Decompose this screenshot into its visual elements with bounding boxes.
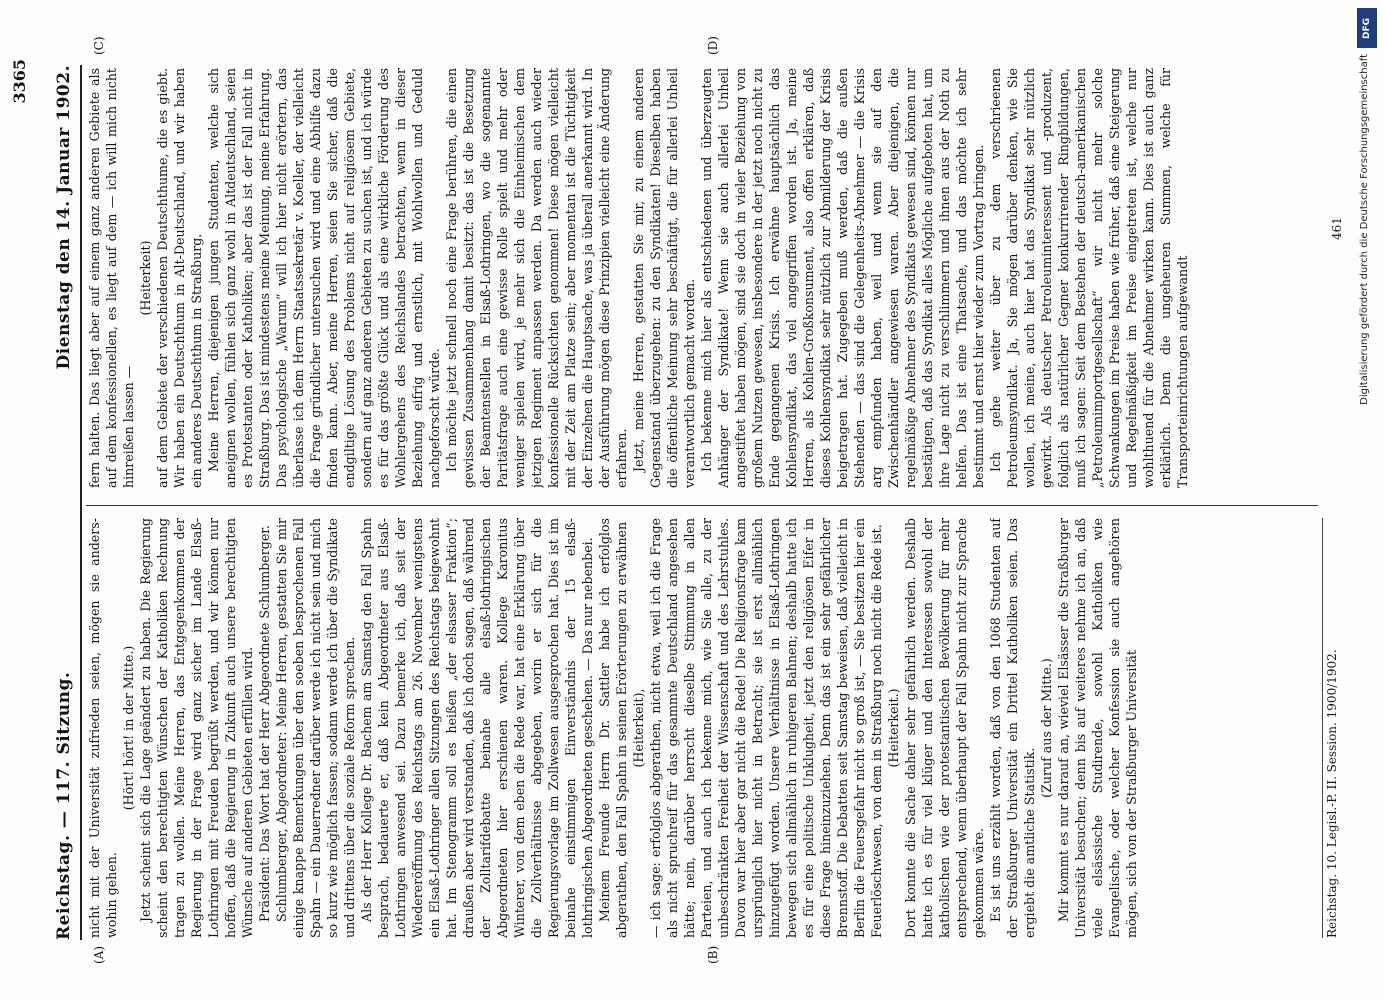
paragraph: Ich gehe weiter über zu dem verschrieenen Petroleumsyndikat. Ja, Sie mögen darüber denken, wie Sie wollen, ich meine, auch hier hat das Syndikat sehr nützlich gewirkt. Als deutscher Petroleuminteressent und -produzent, folglich als natürlicher Gegner konkurrirender Ringbildungen, muß ich sagen: Seit dem Bestehen der deutsch-amerikanischen „Petroleumimportgesellschaft“ wir nicht mehr solche Schwankungen im Preise haben wie früher, daß eine Steigerung und Regelmäßigkeit im Preise eingetreten ist, welche nur wohlthuend für die Abnehmer wirken kann. Dies ist auch ganz erklärlich. Denn die ungeheuren Summen, welche für Transporteinrichtungen aufgewandt <box>988 68 1190 488</box>
interjection: (Zuruf aus der Mitte.) <box>1039 658 1054 798</box>
paragraph: Jetzt, meine Herren, gestatten Sie mir, zu einem anderen Gegenstand überzugehen: zu den Syndikaten! Dieselben haben die öffentliche Meinung sehr beschäftigt, die für allerlei Unheil verantwortlich gemacht worden. <box>631 68 697 488</box>
interjection: (Heiterkeit) <box>138 240 153 316</box>
margin-marker-c: (C) <box>92 36 106 55</box>
left-column <box>86 518 1326 938</box>
header-date: Dienstag den 14. Januar 1902. <box>54 65 74 370</box>
paragraph: Ich möchte jetzt schnell noch eine Frage berühren, die einen gewissen Zusammenhang damit besitzt: das ist die Besetzung der Beamtenstellen in Elsaß-Lothringen, wo die sogenannte Paritätsfrage auch eine gewisse Rolle spielt und mehr oder weniger spielen wird, je mehr sich die Einheimischen dem jetzigen Regiment anpassen werden. Da werden auch wieder konfessionelle Rücksichten genommen! Diese mögen vielleicht mit der Zeit am Platze sein; aber momentan ist die Tüchtigkeit der Einzelnen die Hauptsache, was ja überall anerkannt wird. In der Ausführung mögen diese Prinzipien vielleicht eine Änderung erfahren. <box>444 68 629 488</box>
paragraph: Präsident: Das Wort hat der Herr Abgeordnete Schlumberger. <box>257 525 272 922</box>
column-divider <box>86 505 1318 506</box>
right-column <box>86 68 1326 488</box>
paragraph: Jetzt scheint sich die Lage geändert zu haben. Die Regierung scheint den berechtigten Wünschen der Katholiken Rechnung tragen zu wollen. Meine Herren, das Entgegenkommen der Regierung in der Frage wird ganz sicher im Lande Elsaß-Lothringen mit Freuden begrüßt werden, und wir können nur hoffen, daß die Regierung in Zukunft auch unsere berechtigten Wünsche auf anderen Gebieten erfüllen wird. <box>138 518 255 938</box>
digitization-sidebar <box>1357 8 1377 992</box>
margin-marker-a: (A) <box>92 945 106 964</box>
interjection: (Heiterkeit), <box>631 688 646 768</box>
paragraph: fern halten. Das liegt aber auf einem ganz anderen Gebiete als auf dem konfessionellen, es liegt auf dem — ich will mich nicht hinreißen lassen — <box>87 68 136 488</box>
paragraph: Meine Herren, diejenigen jungen Studenten, welche sich aneignen wollen, fühlen sich ganz wohl in Altdeutschland, seien es Protestanten oder Katholiken; aber das ist der Fall nicht in Straßburg. Das ist mindestens meine Meinung, meine Erfahrung. Das psychologische „Warum“ will ich hier nicht erörtern, das überlasse ich dem Herrn Staatssekretär v. Koeller, der vielleicht die Frage gründlicher untersuchen wird und eine Abhilfe dazu finden kann. Aber, meine Herren, seien Sie sicher, daß die endgiltige Lösung des Problems nicht auf religiösem Gebiete, sondern auf ganz anderen Gebieten zu suchen ist, und ich würde es für das größte Glück und als eine wirkliche Förderung des Wohlergehens des Reichslandes betrachten, wenn in dieser Beziehung eifrig und ernstlich, mit Wohlwollen und Geduld nachgeforscht würde. <box>206 68 442 488</box>
paragraph: Schlumberger, Abgeordneter: Meine Herren, gestatten Sie mir einige knappe Bemerkungen über den soeben besprochenen Fall Spahn — ein Dauerredner darüber werde ich nicht sein und mich so kurz wie möglich fassen; sodann werde ich über die Syndikate und drittens über die soziale Reform sprechen. <box>274 518 357 938</box>
funding-credit: Digitalisierung gefördert durch die Deutsche Forschungsgemeinschaft <box>1359 54 1370 405</box>
paragraph: Meinem Freunde Herrn Dr. Sattler habe ich erfolglos abgerathen, den Fall Spahn in seinen Erörterungen zu erwähnen <box>597 518 629 938</box>
paragraph: Mir kommt es nur darauf an, wieviel Elsässer die Straßburger Universität besuchen; denn bis auf weiteres nehme ich an, daß viele elsässische Studirende, sowohl Katholiken wie Evangelische, oder welcher Konfession sie auch angehören mögen, sich von der Straßburger Universität <box>1056 518 1139 938</box>
margin-marker-b: (B) <box>706 945 720 964</box>
paragraph: Als der Herr Kollege Dr. Bachem am Samstag den Fall Spahn besprach, bedauerte er, daß kein Abgeordneter aus Elsaß-Lothringen anwesend sei. Dazu bemerke ich, daß seit der Wiedereröffnung des Reichstags am 26. November wenigstens ein Elsaß-Lothringer allen Sitzungen des Reichstags beigewohnt hat. Im Stenogramm soll es heißen „der elsasser Fraktion“; draußen aber wird verstanden, daß ich doch sagen, daß während der Zolltarifdebatte beinahe alle elsaß-lothringischen Abgeordneten hier erschienen waren. Kollege Karonitus Winterer, von dem eben die Rede war, hat eine Erklärung über die Zollverhältnisse abgegeben, worin er sich für die Regierungsvorlage im Zollwesen ausgesprochen hat. Dies ist im beinahe einstimmigen Einverständnis der 15 elsaß-lothringischen Abgeordneten geschehen. — Das nur nebenbei. <box>359 518 595 938</box>
margin-marker-d: (D) <box>706 36 720 55</box>
page-number: 3365 <box>10 59 29 104</box>
header-left-title: Reichstag. — 117. Sitzung. <box>54 671 74 940</box>
paragraph: nicht mit der Universität zufrieden seien, mögen sie anders-wohin gehen. <box>87 518 119 938</box>
paragraph: auf dem Gebiete der verschiedenen Deutschthume, die es giebt. Wir haben ein Deutschthum in Alt-Deutschland, und wir haben ein anderes Deutschthum in Straßburg. <box>155 68 204 488</box>
paragraph: Dort konnte die Sache daher sehr gefährlich werden. Deshalb hatte ich es für viel klüger und den Interessen sowohl der katholischen wie der protestantischen Bevölkerung für mehr entsprechend, wenn überhaupt der Fall Spahn nicht zur Sprache gekommen wäre. <box>903 518 986 938</box>
sheet-number: 461 <box>1330 217 1344 240</box>
paragraph: — ich sage: erfolglos abgerathen, nicht etwa, weil ich die Frage als nicht spruchreif für das gesammte Deutschland angesehen hätte; nein, darüber herrscht dieselbe Stimmung in allen Parteien, und auch ich bekenne mich, wie Sie alle, zu der unbeschränkten Freiheit der Wissenschaft und des Lehrstuhles. Davon war hier aber gar nicht die Rede! Die Religionsfrage kam ursprünglich hier nicht in Betracht; sie ist erst allmählich hinzugefügt worden. Unsere Verhältnisse in Elsaß-Lothringen bewegen sich allmählich in ruhigeren Bahnen; deshalb hatte ich es für eine politische Unklugheit, jetzt den religiösen Eifer in diese Frage hineinzuziehen. Denn das ist ein sehr gefährlicher Brennstoff. Die Debatten seit Samstag beweisen, daß vielleicht in Berlin die Feuersgefahr nicht so groß ist, — Sie besitzen hier ein Feuerlöschwesen, von dem in Straßburg noch nicht die Rede ist. <box>648 518 884 938</box>
paragraph: Ich bekenne mich hier als entschiedenen und überzeugten Anhänger der Syndikate! Wenn sie auch allerlei Unheil angestiftet haben mögen, sind sie doch in vieler Beziehung von großem Nutzen gewesen, insbesondere in der jetzt noch nicht zu Ende gegangenen Krisis. Ich erwähne hauptsächlich das Kohlensyndikat, das viel angegriffen worden ist. Ja, meine Herren, als Kohlen-Großkonsument, also offen erklären, daß dieses Kohlensyndikat sehr nützlich zur Abmilderung der Krisis beigetragen hat. Zugegeben muß werden, daß die außen Stehenden — das sind die Gelegenheits-Abnehmer — die Krisis arg empfunden haben, weil und wenn sie auf den Zwischenhändler angewiesen waren. Aber diejenigen, die regelmäßige Abnehmer des Syndikats gewesen sind, können nur bestätigen, daß das Syndikat alles Mögliche aufgeboten hat, um ihre Lage nicht zu verschlimmern und ihnen aus der Noth zu helfen. Das ist eine Thatsache, und das möchte ich sehr bestimmt und ernst hier wieder zum Vortrag bringen. <box>699 68 986 488</box>
dfg-logo: DFG <box>1357 8 1377 48</box>
paragraph: Es ist uns erzählt worden, daß von den 1068 Studenten auf der Straßburger Universität ein Drittel Katholiken seien. Das ergiebt die amtliche Statistik. <box>988 518 1037 938</box>
page-header <box>10 59 82 940</box>
interjection: (Hört! hört! in der Mitte.) <box>121 645 136 811</box>
page-footer: Reichstag. 10. Legisl.-P. II. Session. 1900/1902. <box>1322 518 1339 938</box>
interjection: (Heiterkeit.) <box>886 688 901 768</box>
